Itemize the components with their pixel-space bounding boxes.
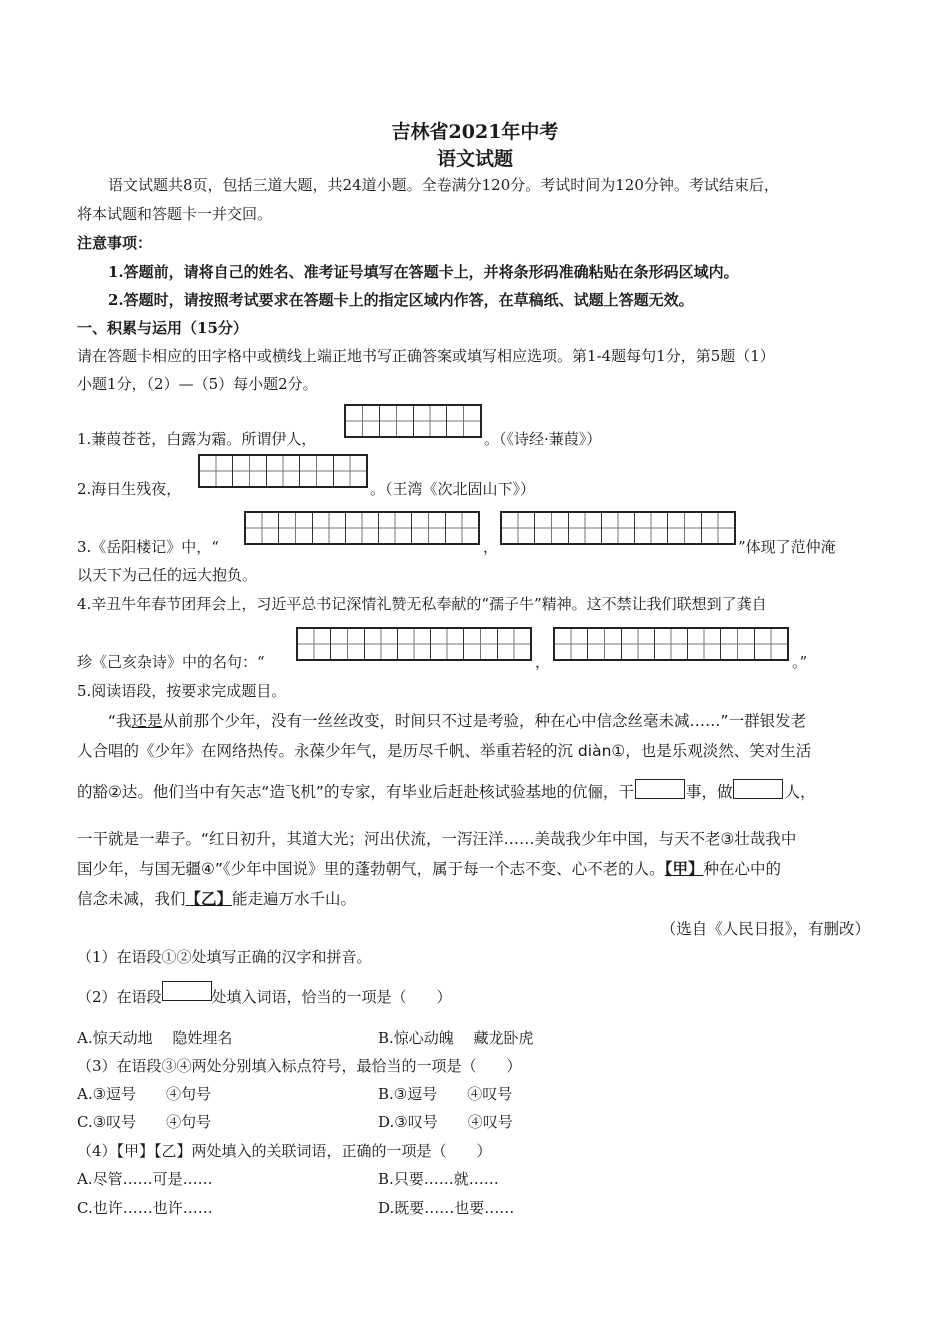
sub4-option-b[interactable]: B.只要……就…… (378, 1170, 499, 1188)
q5-marker-jia: 【甲】 (664, 860, 704, 878)
q5-marker-yi: 【乙】 (185, 890, 233, 908)
sub3-option-b[interactable]: B.③逗号 ④叹号 (378, 1085, 513, 1103)
q4-line-1: 4.辛丑牛年春节团拜会上，习近平总书记深情礼赞无私奉献的“孺子牛”精神。这不禁让我们联想到了龚自 (77, 595, 767, 613)
sub3-option-c[interactable]: C.③叹号 ④句号 (77, 1113, 212, 1131)
sub-question-1: （1）在语段①②处填写正确的汉字和拼音。 (77, 948, 372, 966)
sub2-blank-box (162, 981, 212, 1001)
q4-answer-grid-2[interactable] (553, 627, 789, 661)
section-1-instruction-1: 请在答题卡相应的田字格中或横线上端正地书写正确答案或填写相应选项。第1-4题每句1分，第5题（1） (77, 347, 775, 365)
q3-line-2: 以天下为己任的远大抱负。 (77, 566, 258, 584)
section-1-instruction-2: 小题1分，（2）—（5）每小题2分。 (77, 375, 318, 393)
q5-blank-1[interactable] (635, 779, 685, 799)
sub2-option-a[interactable]: A.惊天动地 隐姓埋名 (77, 1029, 233, 1047)
notice-heading: 注意事项： (77, 234, 153, 252)
q2-source: 。（王湾《次北固山下》） (370, 480, 536, 498)
q2-text: 2.海日生残夜， (77, 480, 182, 498)
sub4-option-d[interactable]: D.既要……也要…… (378, 1199, 515, 1217)
sub-question-2: （2）在语段 处填入词语，恰当的一项是（ ） (77, 981, 452, 1007)
q4-text: 珍《己亥杂诗》中的名句：“ (77, 653, 265, 671)
q2-answer-grid[interactable] (198, 454, 368, 488)
sub3-option-a[interactable]: A.③逗号 ④句号 (77, 1085, 212, 1103)
q5-source: （选自《人民日报》，有删改） (660, 920, 870, 938)
sub3-option-d[interactable]: D.③叹号 ④叹号 (378, 1113, 513, 1131)
q5-passage-line-4: 一干就是一辈子。“红日初升，其道大光；河出伏流，一泻汪洋……美哉我少年中国，与天不老③壮哉我中 (77, 830, 797, 848)
sub2-option-b[interactable]: B.惊心动魄 藏龙卧虎 (378, 1029, 534, 1047)
notice-item-1: 1.答题前，请将自己的姓名、准考证号填写在答题卡上，并将条形码准确粘贴在条形码区域内。 (108, 263, 739, 281)
q5-passage-line-5: 国少年，与国无疆④”《少年中国说》里的蓬勃朝气，属于每一个志不变、心不老的人。【甲】种在心中的 (77, 860, 781, 878)
q5-heading: 5.阅读语段，按要求完成题目。 (77, 682, 287, 700)
q4-comma: ， (535, 653, 551, 671)
exam-subtitle: 语文试题 (436, 148, 513, 170)
sub4-option-c[interactable]: C.也许……也许…… (77, 1199, 213, 1217)
intro-line-1: 语文试题共8页，包括三道大题，共24道小题。全卷满分120分。考试时间为120分钟。考试结束后， (108, 176, 779, 194)
sub4-option-a[interactable]: A.尽管……可是…… (77, 1170, 213, 1188)
q4-after: 。” (792, 653, 808, 671)
q5-passage-line-3: 的豁②达。他们当中有矢志“造飞机”的专家，有毕业后赶赴核试验基地的伉俪，干 事，做 人， (77, 779, 816, 802)
q4-answer-grid-1[interactable] (296, 627, 532, 661)
q5-passage-line-6: 信念未减，我们【乙】能走遍万水千山。 (77, 890, 357, 908)
q3-comma: ， (483, 538, 499, 556)
q3-answer-grid-1[interactable] (244, 511, 480, 545)
q5-passage-line-2: 人合唱的《少年》在网络热传。永葆少年气，是历尽千帆、举重若轻的沉 diàn①，也是乐观淡然、笑对生活 (77, 742, 812, 760)
q1-answer-grid[interactable] (344, 404, 482, 438)
q5-blank-2[interactable] (733, 779, 783, 799)
q3-text: 3.《岳阳楼记》中，“ (77, 538, 219, 556)
sub-question-4: （4）【甲】【乙】两处填入的关联词语，正确的一项是（ ） (77, 1142, 492, 1160)
exam-title: 吉林省2021年中考 (391, 121, 559, 143)
sub-question-3: （3）在语段③④两处分别填入标点符号，最恰当的一项是（ ） (77, 1057, 522, 1075)
notice-item-2: 2.答题时，请按照考试要求在答题卡上的指定区域内作答，在草稿纸、试题上答题无效。 (108, 291, 694, 309)
q5-underlined-word: 还是 (131, 712, 163, 730)
q1-text: 1.蒹葭苍苍，白露为霜。所谓伊人， (77, 430, 317, 448)
q3-after: ”体现了范仲淹 (738, 538, 836, 556)
q1-source: 。（《诗经·蒹葭》） (484, 430, 602, 448)
section-1-heading: 一、积累与运用（15分） (77, 319, 248, 337)
intro-line-2: 将本试题和答题卡一并交回。 (77, 205, 273, 223)
q3-answer-grid-2[interactable] (500, 511, 736, 545)
q5-passage-line-1: “我还是从前那个少年，没有一丝丝改变，时间只不过是考验，种在心中信念丝毫未减……”一群银发老 (108, 712, 807, 730)
